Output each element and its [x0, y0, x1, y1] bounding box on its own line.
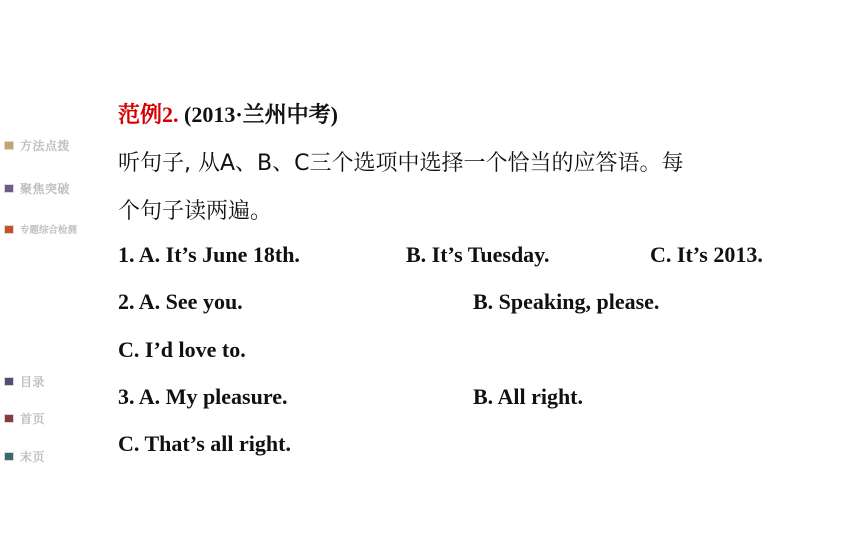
- question-2-option-b: B. Speaking, please.: [473, 289, 660, 314]
- question-3-option-c: C. That’s all right.: [118, 431, 291, 456]
- nav-label: 首页: [20, 412, 46, 426]
- side-navigation: [0, 0, 100, 537]
- nav-first-page[interactable]: [4, 410, 45, 427]
- nav-label: 专题综合检测: [20, 225, 78, 236]
- question-3-option-b: B. All right.: [473, 384, 584, 409]
- question-2-option-a: 2. A. See you.: [118, 289, 243, 314]
- example-heading: [118, 98, 338, 129]
- nav-contents[interactable]: [4, 373, 45, 390]
- nav-label: 目录: [20, 375, 46, 389]
- nav-focus-breakthrough[interactable]: [4, 180, 70, 197]
- question-1-option-b: B. It’s Tuesday.: [406, 242, 550, 267]
- nav-square-icon: [4, 452, 14, 461]
- question-1-option-c: C. It’s 2013.: [650, 242, 763, 267]
- instruction-line-1: 听句子, 从A、B、C三个选项中选择一个恰当的应答语。每: [118, 151, 684, 176]
- nav-last-page[interactable]: [4, 448, 45, 465]
- nav-square-icon: [4, 414, 14, 423]
- nav-label: 方法点拨: [20, 139, 71, 153]
- nav-square-icon: [4, 377, 14, 386]
- nav-square-icon: [4, 141, 14, 150]
- instruction-line-2: 个句子读两遍。: [118, 199, 273, 224]
- nav-square-icon: [4, 184, 14, 193]
- example-tag: 范例2.: [118, 102, 179, 127]
- nav-label: 聚焦突破: [20, 182, 71, 196]
- question-3-option-a: 3. A. My pleasure.: [118, 384, 288, 409]
- example-source: (2013·兰州中考): [184, 102, 339, 127]
- nav-method-tips[interactable]: [4, 137, 70, 154]
- question-2-option-c: C. I’d love to.: [118, 337, 246, 362]
- question-1-option-a: 1. A. It’s June 18th.: [118, 242, 300, 267]
- nav-label: 末页: [20, 450, 46, 464]
- nav-square-icon: [4, 225, 14, 234]
- nav-topic-test[interactable]: [4, 222, 77, 236]
